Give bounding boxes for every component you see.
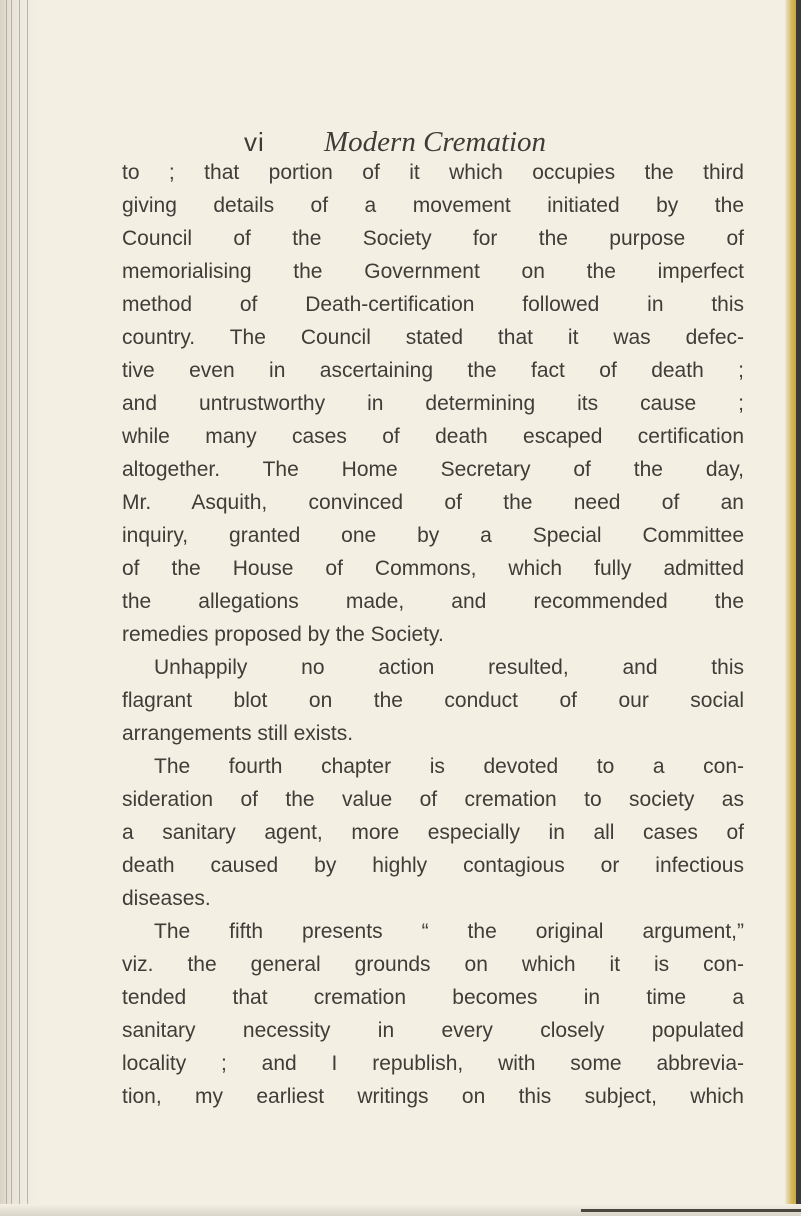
text-line: altogether. The Home Secretary of the day, xyxy=(122,458,744,481)
text-line: sideration of the value of cremation to society as xyxy=(122,788,744,811)
text-line: while many cases of death escaped certification xyxy=(122,425,744,448)
text-line: giving details of a movement initiated by the xyxy=(122,194,744,217)
edge-line xyxy=(27,0,28,1216)
text-line: viz. the general grounds on which it is con- xyxy=(122,953,744,976)
text-line: tive even in ascertaining the fact of death ; xyxy=(122,359,744,382)
text-line: Mr. Asquith, convinced of the need of an xyxy=(122,491,744,514)
text-line: remedies proposed by the Society. xyxy=(122,623,444,646)
text-line: The fourth chapter is devoted to a con- xyxy=(154,755,744,778)
text-line: and untrustworthy in determining its cause ; xyxy=(122,392,744,415)
text-line: country. The Council stated that it was defec- xyxy=(122,326,744,349)
text-line: sanitary necessity in every closely populated xyxy=(122,1019,744,1042)
text-line: the allegations made, and recommended the xyxy=(122,590,744,613)
text-line: tended that cremation becomes in time a xyxy=(122,986,744,1009)
bottom-edge-shadow xyxy=(581,1209,801,1212)
text-line: The fifth presents “ the original argument,” xyxy=(154,920,744,943)
text-line: of the House of Commons, which fully admitted xyxy=(122,557,744,580)
edge-line xyxy=(6,0,7,1216)
text-line: diseases. xyxy=(122,887,211,910)
page-number: vi xyxy=(244,127,265,157)
text-line: tion, my earliest writings on this subject, which xyxy=(122,1085,744,1108)
text-line: arrangements still exists. xyxy=(122,722,354,745)
text-line: Unhappily no action resulted, and this xyxy=(154,656,744,679)
edge-line xyxy=(11,0,12,1216)
edge-line xyxy=(19,0,20,1216)
text-line: a sanitary agent, more especially in all cases of xyxy=(122,821,744,844)
body-text xyxy=(122,156,744,1113)
text-line: flagrant blot on the conduct of our social xyxy=(122,689,744,712)
text-line: locality ; and I republish, with some abbrevia- xyxy=(122,1052,744,1075)
running-title: Modern Cremation xyxy=(324,126,547,158)
text-line: memorialising the Government on the imperfect xyxy=(122,260,744,283)
text-line: death caused by highly contagious or infectious xyxy=(122,854,744,877)
text-line: to ; that portion of it which occupies the third xyxy=(122,161,744,184)
text-line: Council of the Society for the purpose of xyxy=(122,227,744,250)
page-edge xyxy=(785,0,801,1216)
binding-edge xyxy=(0,0,40,1216)
page-edge-shadow xyxy=(796,0,801,1216)
text-line: method of Death-certification followed in this xyxy=(122,293,744,316)
text-line: inquiry, granted one by a Special Committee xyxy=(122,524,744,547)
